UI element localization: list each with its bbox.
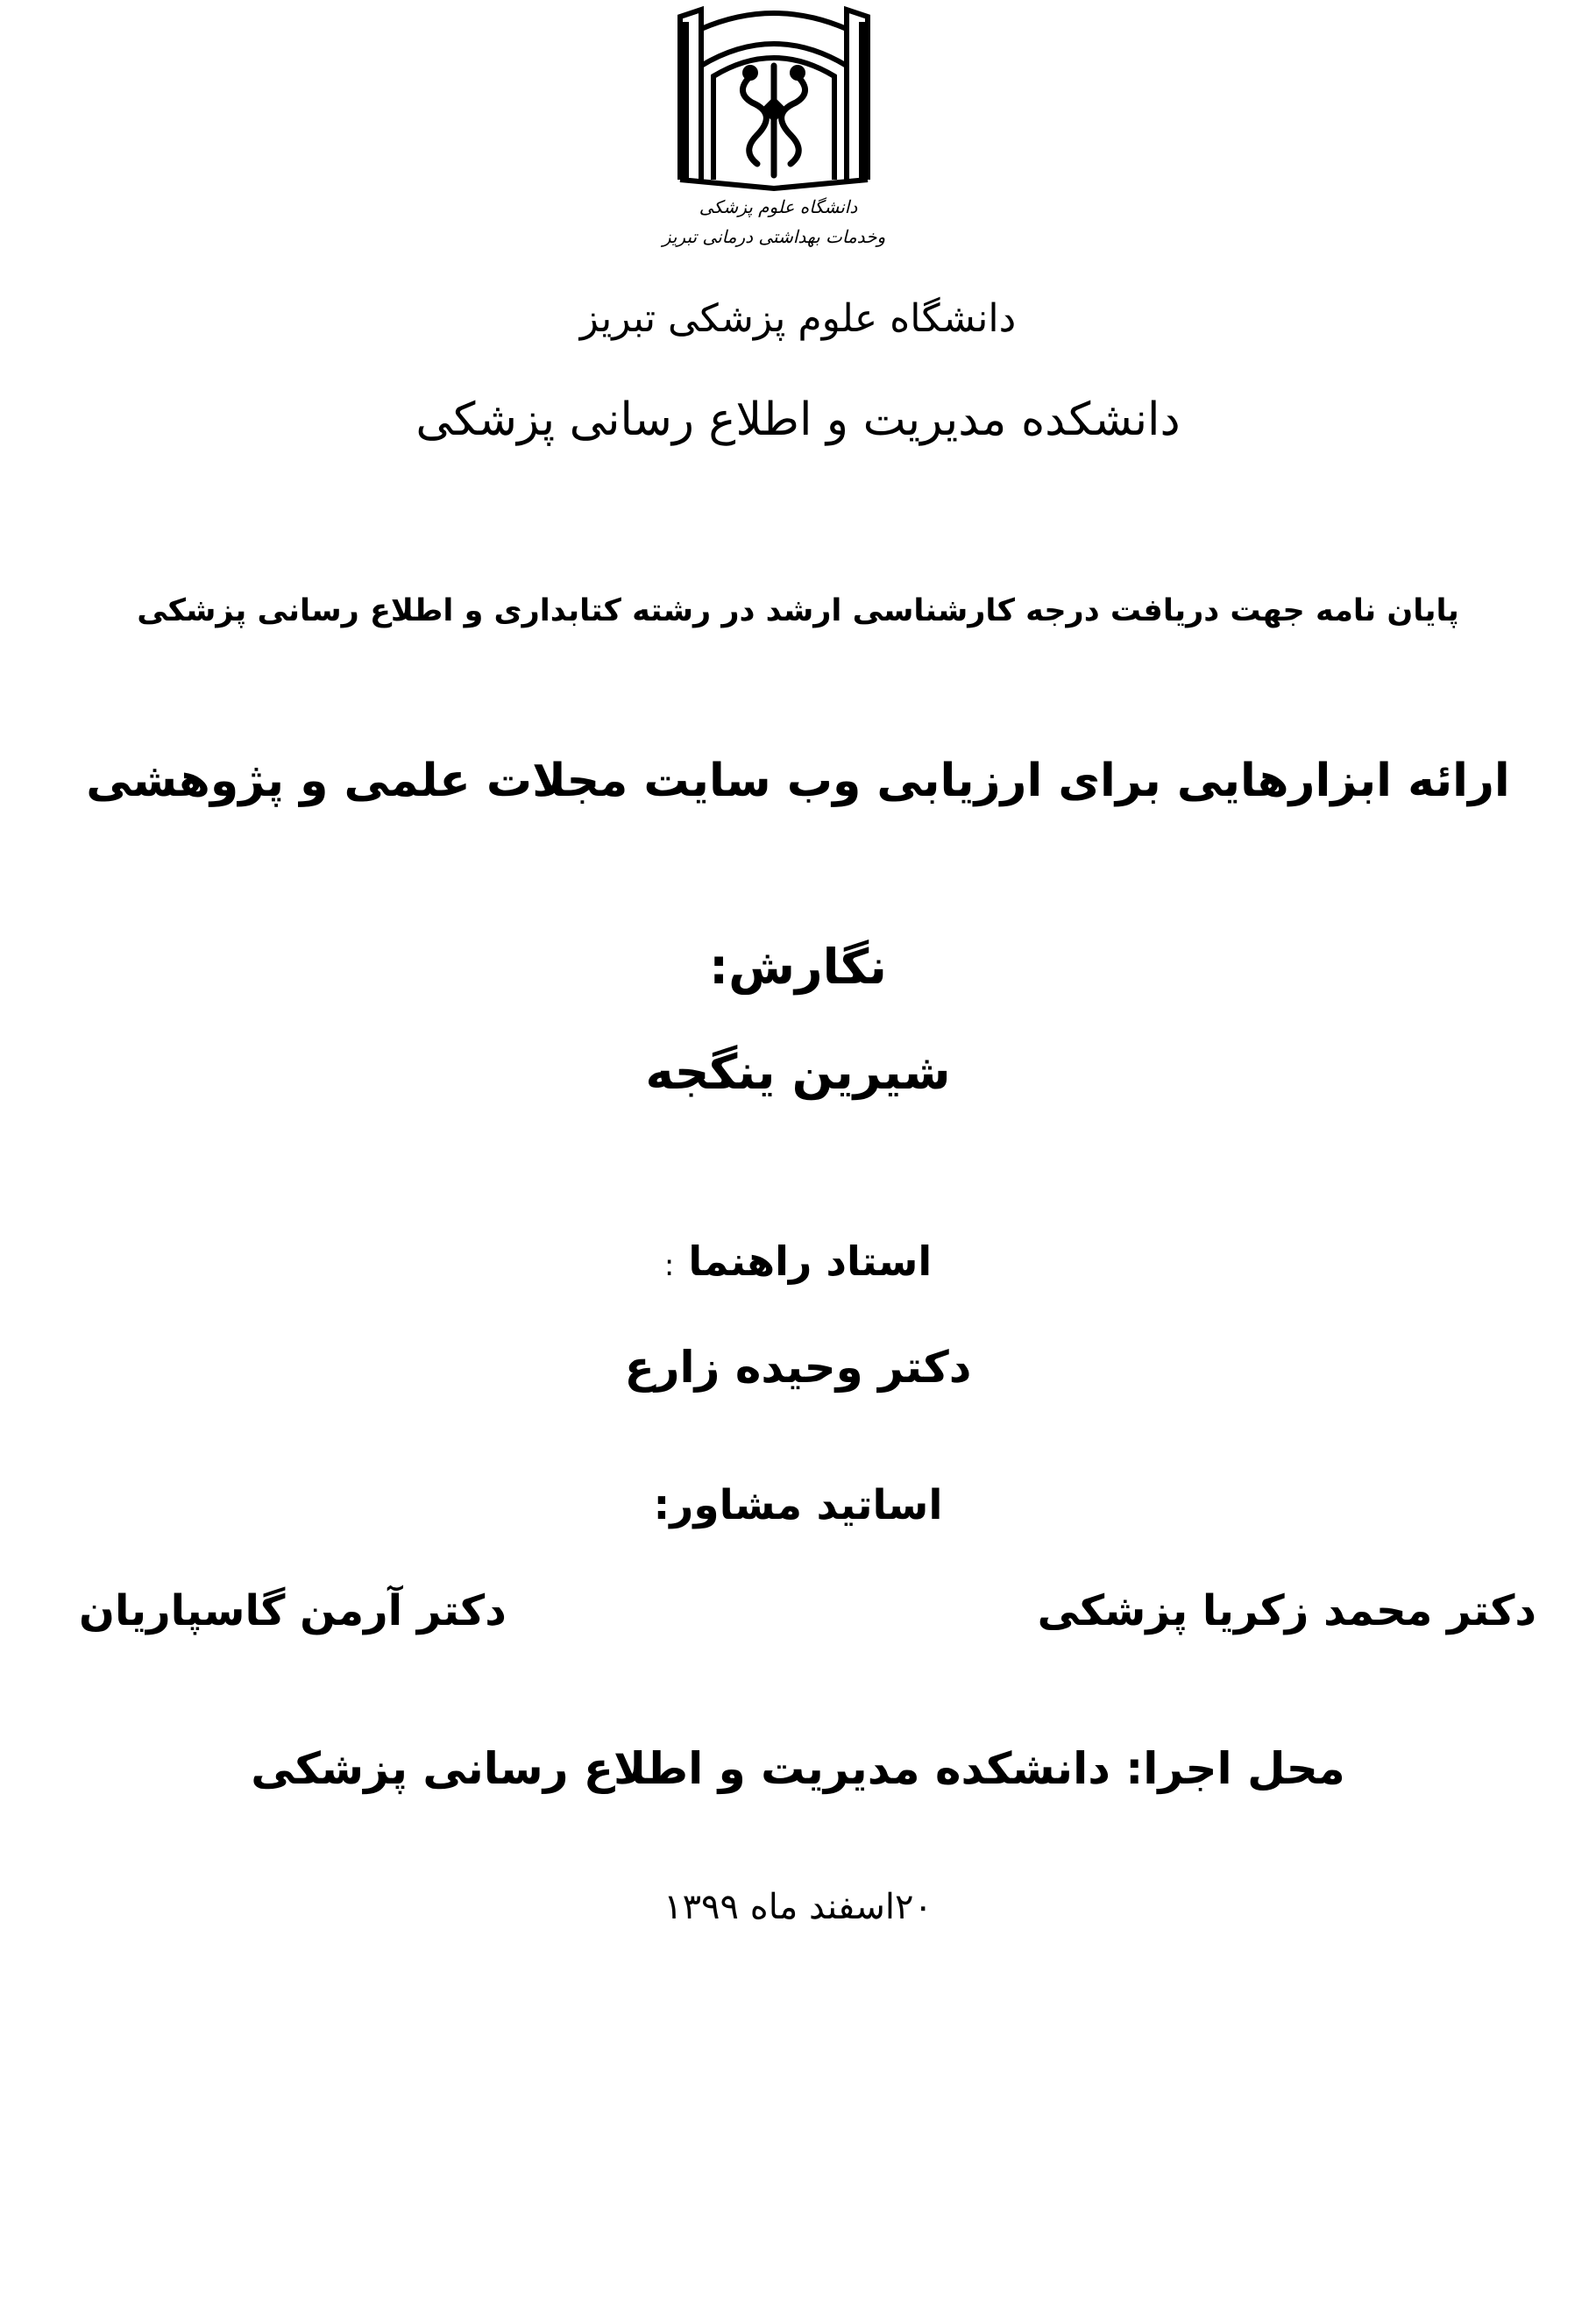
- logo-caption-line1: دانشگاه علوم پزشکی: [699, 196, 858, 217]
- thesis-title: ارائه ابزارهایی برای ارزیابی وب سایت مجلات علمی و پژوهشی: [86, 755, 1510, 807]
- author-name: شیرین ینگجه: [645, 1044, 951, 1100]
- date: ۲۰اسفند ماه ۱۳۹۹: [663, 1887, 933, 1927]
- author-label: نگارش:: [709, 939, 887, 995]
- supervisor-colon: :: [663, 1248, 675, 1283]
- school-name: دانشکده مدیریت و اطلاع رسانی پزشکی: [415, 394, 1181, 446]
- university-logo: [647, 4, 901, 259]
- thesis-purpose: پایان نامه جهت دریافت درجه کارشناسی ارشد در رشته کتابداری و اطلاع رسانی پزشکی: [137, 593, 1459, 628]
- advisor-name: دکتر آرمن گاسپاریان: [79, 1586, 507, 1635]
- university-name: دانشگاه علوم پزشکی تبریز: [579, 296, 1017, 341]
- venue: محل اجرا: دانشکده مدیریت و اطلاع رسانی پزشکی: [251, 1743, 1345, 1794]
- supervisor-label-row: [0, 1238, 1596, 1286]
- logo-caption-line2: وخدمات بهداشتی درمانی تبریز: [662, 226, 886, 247]
- supervisor-label: استاد راهنما: [688, 1238, 933, 1285]
- advisors-label: اساتید مشاور:: [653, 1481, 943, 1529]
- supervisor-name: دکتر وحیده زارع: [624, 1342, 972, 1393]
- advisor-name: دکتر محمد زکریا پزشکی: [1037, 1586, 1536, 1635]
